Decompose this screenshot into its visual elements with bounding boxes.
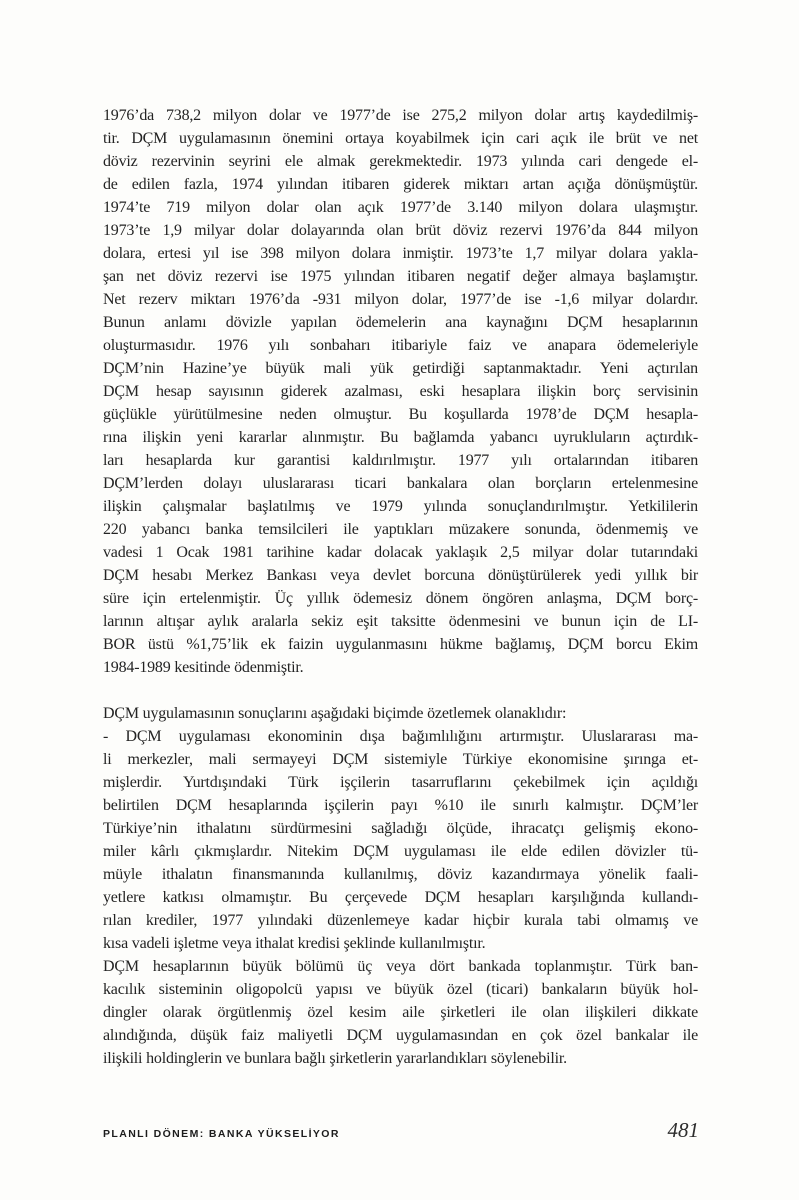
text-line: rılan krediler, 1977 yılındaki düzenlemeye kadar hiçbir kurala tabi olmamış ve [103, 912, 698, 929]
text-line: 1984-1989 kesitinde ödenmiştir. [103, 659, 304, 676]
text-line: 1976’da 738,2 milyon dolar ve 1977’de ise 275,2 milyon dolar artış kaydedilmiş- [103, 107, 698, 124]
text-line: belirtilen DÇM hesaplarında işçilerin payı %10 ile sınırlı kalmıştır. DÇM’ler [103, 797, 698, 814]
text-line: mişlerdir. Yurtdışındaki Türk işçilerin tasarruflarını çekebilmek için açıldığı [103, 774, 698, 791]
text-line: DÇM’lerden dolayı uluslararası ticari bankalara olan borçların ertelenmesine [103, 475, 698, 492]
text-line: alındığında, düşük faiz maliyetli DÇM uygulamasından en çok özel bankalar ile [103, 1027, 698, 1044]
text-line: dingler olarak örgütlenmiş özel kesim aile şirketleri ile olan ilişkileri dikkate [103, 1004, 698, 1021]
text-line: - DÇM uygulaması ekonominin dışa bağımlılığını artırmıştır. Uluslararası ma- [103, 728, 698, 745]
text-line: ilişkili holdinglerin ve bunlara bağlı şirketlerin yararlandıkları söylenebilir. [103, 1050, 567, 1067]
text-line: Türkiye’nin ithalatını sürdürmesini sağladığı ölçüde, ihracatçı gelişmiş ekono- [103, 820, 698, 837]
text-line: DÇM hesaplarının büyük bölümü üç veya dört bankada toplanmıştır. Türk ban- [103, 958, 698, 975]
text-line: Bunun anlamı dövizle yapılan ödemelerin ana kaynağını DÇM hesaplarının [103, 314, 698, 331]
text-line: yetlere katkısı olmamıştır. Bu çerçevede DÇM hesapları karşılığında kullandı- [103, 889, 698, 906]
text-line: kacılık sisteminin oligopolcü yapısı ve büyük özel (ticari) bankaların büyük hol- [103, 981, 698, 998]
text-line: müyle ithalatın finansmanında kullanılmış, döviz kazandırmaya yönelik faali- [103, 866, 698, 883]
text-line: vadesi 1 Ocak 1981 tarihine kadar dolacak yaklaşık 2,5 milyar dolar tutarındaki [103, 544, 698, 561]
text-line: tir. DÇM uygulamasının önemini ortaya koyabilmek için cari açık ile brüt ve net [103, 130, 698, 147]
page-body [103, 104, 698, 1070]
text-line: döviz rezervinin seyrini ele almak gerekmektedir. 1973 yılında cari dengede el- [103, 153, 698, 170]
text-line: 220 yabancı banka temsilcileri ile yaptıkları müzakere sonunda, ödenmemiş ve [103, 521, 698, 538]
text-line: miler kârlı çıkmışlardır. Nitekim DÇM uygulaması ile elde edilen dövizler tü- [103, 843, 698, 860]
page-footer [103, 1118, 699, 1143]
running-header: PLANLI DÖNEM: BANKA YÜKSELİYOR [103, 1128, 340, 1140]
text-line: larının altışar aylık aralarla sekiz eşit taksitte ödenmesini ve bunun için de LI- [103, 613, 698, 630]
paragraph [103, 725, 698, 955]
text-line: DÇM hesap sayısının giderek azalması, eski hesaplara ilişkin borç servisinin [103, 383, 698, 400]
text-line: 1973’te 1,9 milyar dolar dolayarında olan brüt döviz rezervi 1976’da 844 milyon [103, 222, 698, 239]
text-line: dolara, ertesi yıl ise 398 milyon dolara inmiştir. 1973’te 1,7 milyar dolara yakla- [103, 245, 698, 262]
page-number: 481 [667, 1118, 699, 1142]
text-line: DÇM’nin Hazine’ye büyük mali yük getirdiği saptanmaktadır. Yeni açtırılan [103, 360, 698, 377]
paragraph [103, 702, 698, 725]
text-line: şan net döviz rezervi ise 1975 yılından itibaren negatif değer almaya başlamıştır. [103, 268, 698, 285]
text-line: ları hesaplarda kur garantisi kaldırılmıştır. 1977 yılı ortalarından itibaren [103, 452, 698, 469]
text-line: Net rezerv miktarı 1976’da -931 milyon dolar, 1977’de ise -1,6 milyar dolardır. [103, 291, 698, 308]
text-line: li merkezler, mali sermayeyi DÇM sistemiyle Türkiye ekonomisine şırınga et- [103, 751, 698, 768]
text-line: BOR üstü %1,75’lik ek faizin uygulanmasını hükme bağlamış, DÇM borcu Ekim [103, 636, 698, 653]
paragraph [103, 104, 698, 679]
text-line: oluşturmasıdır. 1976 yılı sonbaharı itibariyle faiz ve anapara ödemeleriyle [103, 337, 698, 354]
text-line: kısa vadeli işletme veya ithalat kredisi şeklinde kullanılmıştır. [103, 935, 486, 952]
text-line: de edilen fazla, 1974 yılından itibaren giderek miktarı artan açığa dönüşmüştür. [103, 176, 698, 193]
text-line: ilişkin çalışmalar başlatılmış ve 1979 yılında sonuçlandırılmıştır. Yetkililerin [103, 498, 698, 515]
text-line: 1974’te 719 milyon dolar olan açık 1977’de 3.140 milyon dolara ulaşmıştır. [103, 199, 698, 216]
text-line: süre için ertelenmiştir. Üç yıllık ödemesiz dönem öngören anlaşma, DÇM borç- [103, 590, 698, 607]
text-line: DÇM uygulamasının sonuçlarını aşağıdaki biçimde özetlemek olanaklıdır: [103, 705, 567, 722]
paragraph [103, 955, 698, 1070]
text-line: güçlükle yürütülmesine neden olmuştur. Bu koşullarda 1978’de DÇM hesapla- [103, 406, 698, 423]
text-line: rına ilişkin yeni kararlar alınmıştır. Bu bağlamda yabancı uyrukluların açtırdık- [103, 429, 698, 446]
text-line: DÇM hesabı Merkez Bankası veya devlet borcuna dönüştürülerek yedi yıllık bir [103, 567, 698, 584]
